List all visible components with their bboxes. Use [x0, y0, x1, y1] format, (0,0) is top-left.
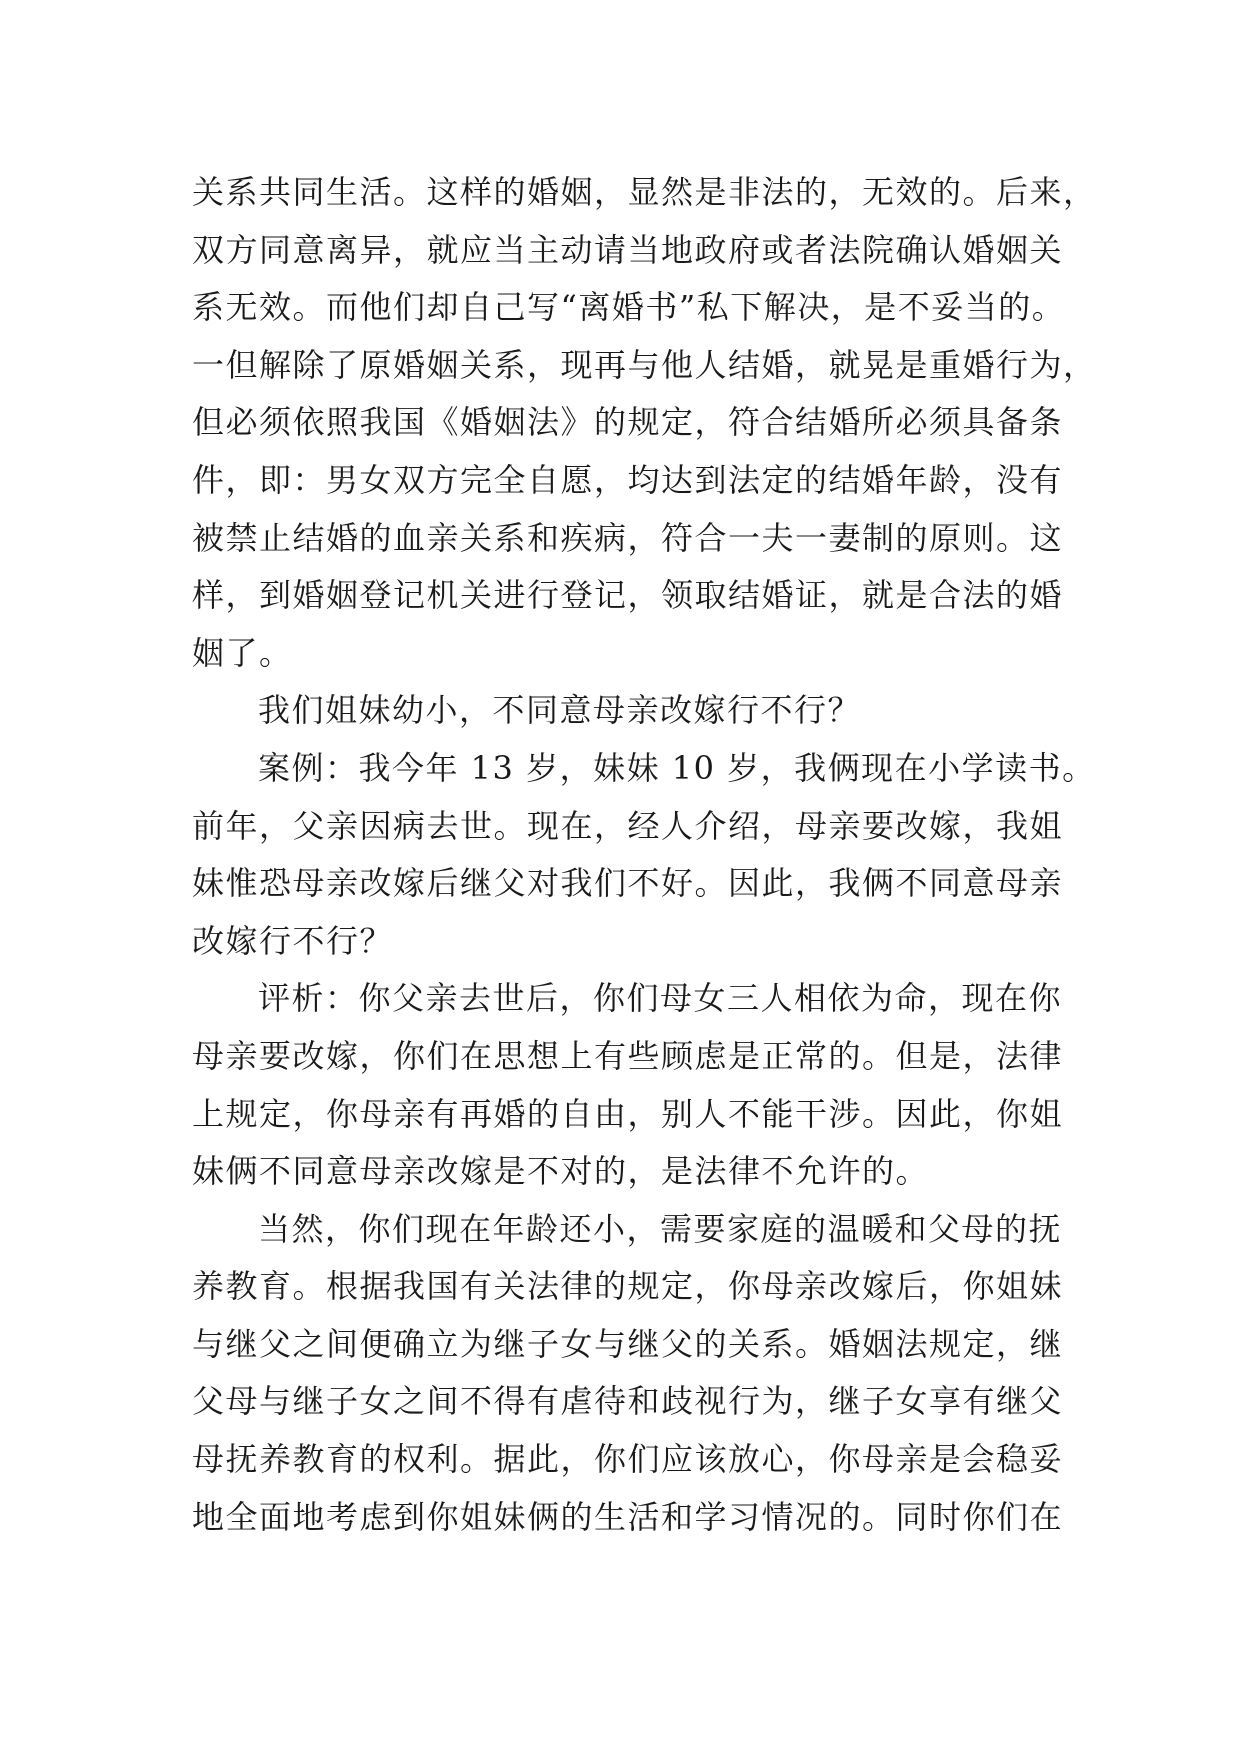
text-line: 母亲要改嫁，你们在思想上有些顾虑是正常的。但是，法律	[192, 1036, 1064, 1075]
text-line: 件，即：男女双方完全自愿，均达到法定的结婚年龄，没有	[192, 460, 1064, 499]
text-line: 与继父之间便确立为继子女与继父的关系。婚姻法规定，继	[192, 1324, 1064, 1363]
question-heading	[192, 682, 1072, 740]
text-line: 妹惟恐母亲改嫁后继父对我们不好。因此，我俩不同意母亲	[192, 864, 1064, 903]
text-line: 但必须依照我国《婚姻法》的规定，符合结婚所必须具备条	[192, 403, 1064, 442]
text-line: 当然，你们现在年龄还小，需要家庭的温暖和父母的抚	[258, 1209, 1063, 1248]
text-line: 父母与继子女之间不得有虐待和歧视行为，继子女享有继父	[192, 1382, 1064, 1421]
text-line: 关系共同生活。这样的婚姻，显然是非法的，无效的。后来，	[192, 173, 1097, 211]
text-line: 一但解除了原婚姻关系，现再与他人结婚，就晃是重婚行为，	[192, 345, 1097, 384]
text-line: 妹俩不同意母亲改嫁是不对的，是法律不允许的。	[192, 1152, 930, 1191]
text-line: 案例：我今年 13 岁，妹妹 10 岁，我俩现在小学读书。	[258, 748, 1096, 787]
text-line: 样，到婚姻登记机关进行登记，领取结婚证，就是合法的婚	[192, 576, 1064, 615]
text-line: 双方同意离异，就应当主动请当地政府或者法院确认婚姻关	[192, 230, 1064, 269]
text-line: 前年，父亲因病去世。现在，经人介绍，母亲要改嫁，我姐	[192, 806, 1064, 845]
question-title: 我们姐妹幼小，不同意母亲改嫁行不行？	[258, 691, 862, 730]
paragraph-case	[192, 740, 1096, 970]
text-line: 被禁止结婚的血亲关系和疾病，符合一夫一妻制的原则。这	[192, 518, 1064, 557]
text-line: 改嫁行不行？	[192, 921, 394, 960]
text-line: 姻了。	[192, 633, 293, 672]
text-line: 地全面地考虑到你姐妹俩的生活和学习情况的。同时你们在	[192, 1497, 1064, 1536]
document-body	[192, 164, 1097, 1546]
text-line: 上规定，你母亲有再婚的自由，别人不能干涉。因此，你姐	[192, 1094, 1064, 1133]
paragraph-analysis	[192, 970, 1072, 1200]
paragraph-stepfamily	[192, 1201, 1072, 1547]
text-line: 系无效。而他们却自己写“离婚书”私下解决，是不妥当的。	[192, 288, 1066, 327]
paragraph-marriage-validity	[192, 164, 1097, 682]
text-line: 养教育。根据我国有关法律的规定，你母亲改嫁后，你姐妹	[192, 1267, 1064, 1306]
text-line: 母抚养教育的权利。据此，你们应该放心，你母亲是会稳妥	[192, 1440, 1064, 1479]
text-line: 评析：你父亲去世后，你们母女三人相依为命，现在你	[258, 979, 1063, 1018]
